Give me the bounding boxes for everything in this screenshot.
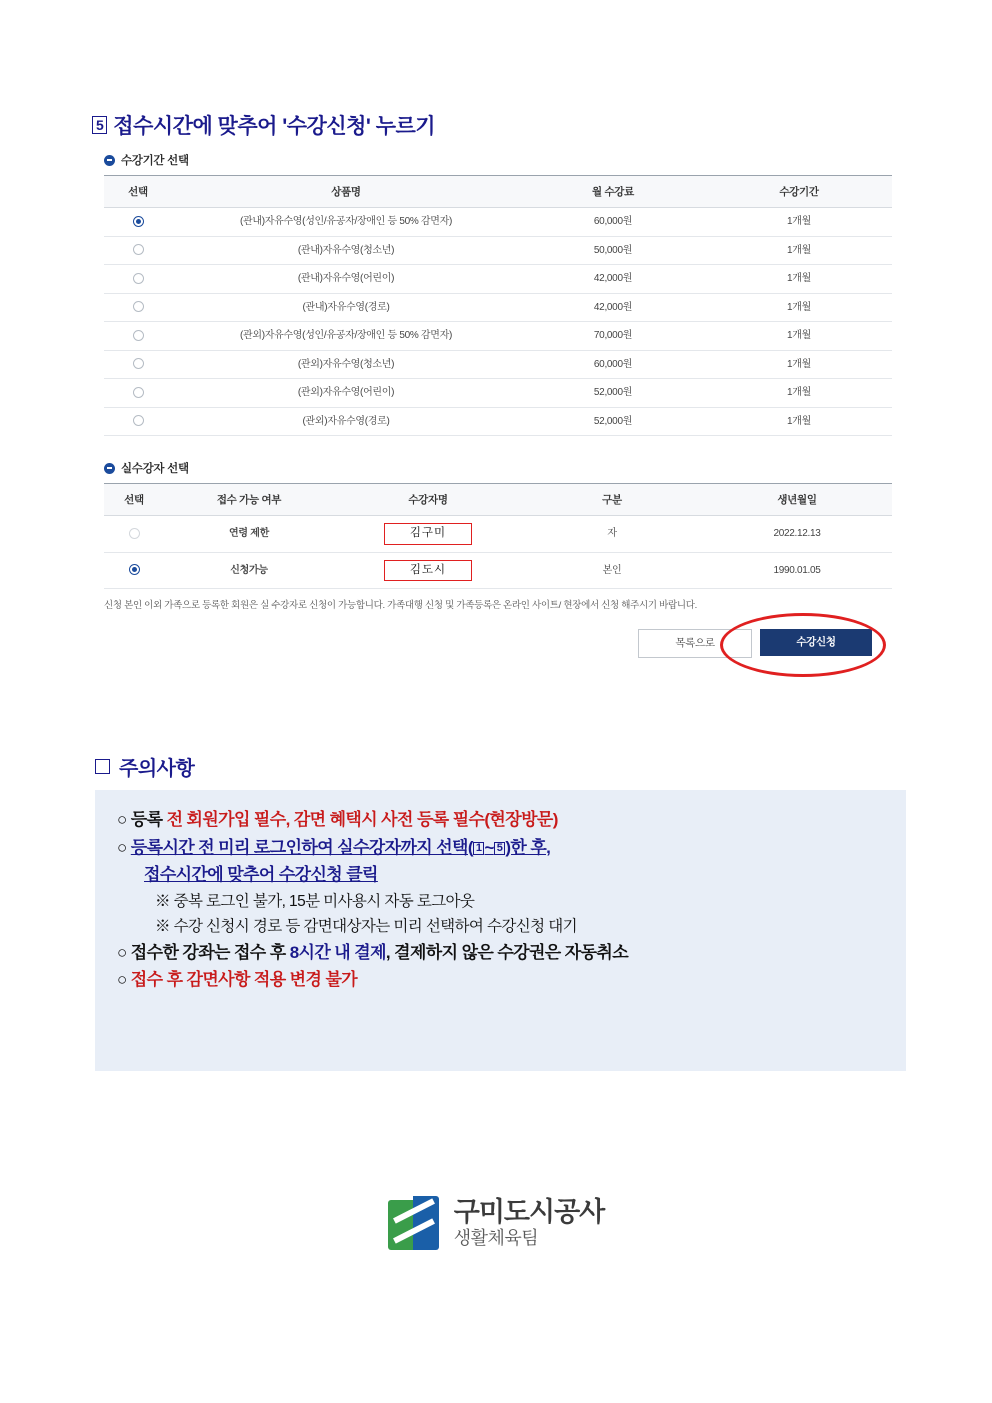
radio-button-selected[interactable]: [129, 564, 140, 575]
product-fee: 52,000원: [520, 407, 706, 436]
product-period: 1개월: [706, 236, 892, 265]
notice-text-red: 전 회원가입 필수, 감면 혜택시 사전 등록 필수(현장방문): [166, 810, 558, 829]
product-name: (관내)자유수영(청소년): [172, 236, 520, 265]
col-birthdate: 생년월일: [702, 484, 892, 516]
product-name: (관내)자유수영(성인/유공자/장애인 등 50% 감면자): [172, 208, 520, 237]
embedded-screenshot: [104, 152, 892, 722]
row-radio-cell: [104, 516, 164, 553]
row-radio-cell[interactable]: [104, 407, 172, 436]
period-table: [104, 175, 892, 436]
birthdate: 1990.01.05: [702, 552, 892, 589]
radio-button[interactable]: [133, 415, 144, 426]
period-section-label: 수강기간 선택: [121, 155, 189, 167]
product-period: 1개월: [706, 407, 892, 436]
product-fee: 42,000원: [520, 265, 706, 294]
notice-item: [117, 861, 884, 889]
action-button-row: [104, 629, 892, 658]
product-name: (관내)자유수영(경로): [172, 293, 520, 322]
table-row[interactable]: [104, 350, 892, 379]
product-fee: 52,000원: [520, 379, 706, 408]
notice-subtext: ※ 수강 신청시 경로 등 감면대상자는 미리 선택하여 수강신청 대기: [155, 917, 577, 935]
student-section-label: 실수강자 선택: [121, 463, 189, 475]
row-radio-cell[interactable]: [104, 208, 172, 237]
notice-item: [117, 834, 884, 862]
col-fee: 월 수강료: [520, 176, 706, 208]
radio-button-selected[interactable]: [133, 216, 144, 227]
notice-marker: ○: [117, 942, 127, 962]
col-product: 상품명: [172, 176, 520, 208]
student-name-highlight: 김도시: [384, 560, 472, 582]
table-row[interactable]: [104, 265, 892, 294]
radio-button[interactable]: [133, 301, 144, 312]
table-row[interactable]: [104, 208, 892, 237]
notice-step-5: 5: [494, 842, 506, 855]
student-name-cell: [334, 516, 522, 553]
notice-text-tilde: ~: [484, 837, 494, 857]
student-section-title: [104, 460, 892, 476]
notice-marker: ○: [117, 837, 127, 857]
notice-marker: ○: [117, 810, 127, 829]
product-name: (관외)자유수영(청소년): [172, 350, 520, 379]
logo-org-name: 구미도시공사: [453, 1197, 605, 1228]
table-header-row: [104, 176, 892, 208]
notice-text: 접수한 강좌는 접수 후: [130, 942, 290, 962]
gumi-city-corporation-logo-icon: [388, 1196, 440, 1252]
relation: 본인: [522, 552, 702, 589]
radio-button[interactable]: [133, 330, 144, 341]
table-row[interactable]: [104, 379, 892, 408]
table-row[interactable]: [104, 407, 892, 436]
product-fee: 70,000원: [520, 322, 706, 351]
product-name: (관외)자유수영(경로): [172, 407, 520, 436]
col-select: 선택: [104, 484, 164, 516]
footer-logo: [0, 1196, 992, 1252]
table-header-row: [104, 484, 892, 516]
col-period: 수강기간: [706, 176, 892, 208]
row-radio-cell[interactable]: [104, 293, 172, 322]
row-radio-cell[interactable]: [104, 236, 172, 265]
notice-text-blue: 등록시간 전 미리 로그인하여 실수강자까지 선택(: [130, 837, 473, 857]
product-period: 1개월: [706, 379, 892, 408]
square-bullet-icon: [95, 759, 110, 774]
product-fee: 60,000원: [520, 208, 706, 237]
table-row[interactable]: [104, 293, 892, 322]
product-period: 1개월: [706, 293, 892, 322]
notice-heading-text: 주의사항: [119, 758, 195, 780]
col-availability: 접수 가능 여부: [164, 484, 334, 516]
radio-button-disabled: [129, 528, 140, 539]
family-registration-footnote: 신청 본인 이외 가족으로 등록한 회원은 실 수강자로 신청이 가능합니다. 가족대행 신청 및 가족등록은 온라인 사이트/ 현장에서 신청 해주시기 바랍니다.: [104, 600, 697, 612]
product-fee: 50,000원: [520, 236, 706, 265]
availability-status: 연령 제한: [164, 516, 334, 553]
student-name-highlight: 김구미: [384, 523, 472, 545]
bullet-icon: [104, 155, 115, 166]
col-select: 선택: [104, 176, 172, 208]
notice-marker: ○: [117, 970, 127, 990]
notice-step-1: 1: [473, 842, 485, 855]
product-name: (관외)자유수영(어린이): [172, 379, 520, 408]
row-radio-cell[interactable]: [104, 265, 172, 294]
row-radio-cell[interactable]: [104, 552, 164, 589]
step-title-text: 접수시간에 맞추어 '수강신청' 누르기: [113, 115, 436, 138]
product-period: 1개월: [706, 208, 892, 237]
col-relation: 구분: [522, 484, 702, 516]
notice-item: [117, 939, 884, 967]
table-row[interactable]: [104, 322, 892, 351]
notice-text-tail: , 결제하지 않은 수강권은 자동취소: [385, 942, 629, 962]
page-title: [92, 110, 435, 140]
product-period: 1개월: [706, 350, 892, 379]
notice-item: [117, 914, 884, 939]
col-student-name: 수강자명: [334, 484, 522, 516]
product-period: 1개월: [706, 322, 892, 351]
radio-button[interactable]: [133, 358, 144, 369]
row-radio-cell[interactable]: [104, 379, 172, 408]
logo-text: [454, 1198, 605, 1249]
notice-heading: [95, 752, 194, 781]
notice-subtext: ※ 중복 로그인 불가, 15분 미사용시 자동 로그아웃: [155, 892, 475, 910]
radio-button[interactable]: [133, 244, 144, 255]
bullet-icon: [104, 463, 115, 474]
apply-course-button[interactable]: 수강신청: [760, 629, 872, 656]
notice-item: [117, 806, 884, 834]
product-fee: 42,000원: [520, 293, 706, 322]
availability-status: 신청가능: [164, 552, 334, 589]
table-row[interactable]: [104, 552, 892, 589]
logo-team-name: 생활체육팀: [453, 1228, 539, 1249]
notice-text-blue-tail: )한 후,: [505, 837, 551, 857]
product-period: 1개월: [706, 265, 892, 294]
student-name-cell: [334, 552, 522, 589]
product-name: (관외)자유수영(성인/유공자/장애인 등 50% 감면자): [172, 322, 520, 351]
notice-item: [117, 966, 884, 994]
student-table: [104, 483, 892, 589]
table-row[interactable]: [104, 516, 892, 553]
notice-text-red: 접수 후 감면사항 적용 변경 불가: [130, 970, 358, 990]
radio-button[interactable]: [133, 273, 144, 284]
product-name: (관내)자유수영(어린이): [172, 265, 520, 294]
notice-item: [117, 889, 884, 914]
birthdate: 2022.12.13: [702, 516, 892, 553]
period-section-title: [104, 152, 892, 168]
notice-text: 등록: [130, 810, 167, 829]
notice-text-blue: 접수시간에 맞추어 수강신청 클릭: [144, 865, 378, 885]
table-row[interactable]: [104, 236, 892, 265]
notice-box: [95, 790, 906, 1071]
step-number: 5: [92, 116, 107, 134]
row-radio-cell[interactable]: [104, 350, 172, 379]
row-radio-cell[interactable]: [104, 322, 172, 351]
product-fee: 60,000원: [520, 350, 706, 379]
notice-text-blue: 8시간 내 결제: [289, 942, 386, 962]
back-to-list-button[interactable]: 목록으로: [638, 629, 752, 658]
radio-button[interactable]: [133, 387, 144, 398]
relation: 자: [522, 516, 702, 553]
